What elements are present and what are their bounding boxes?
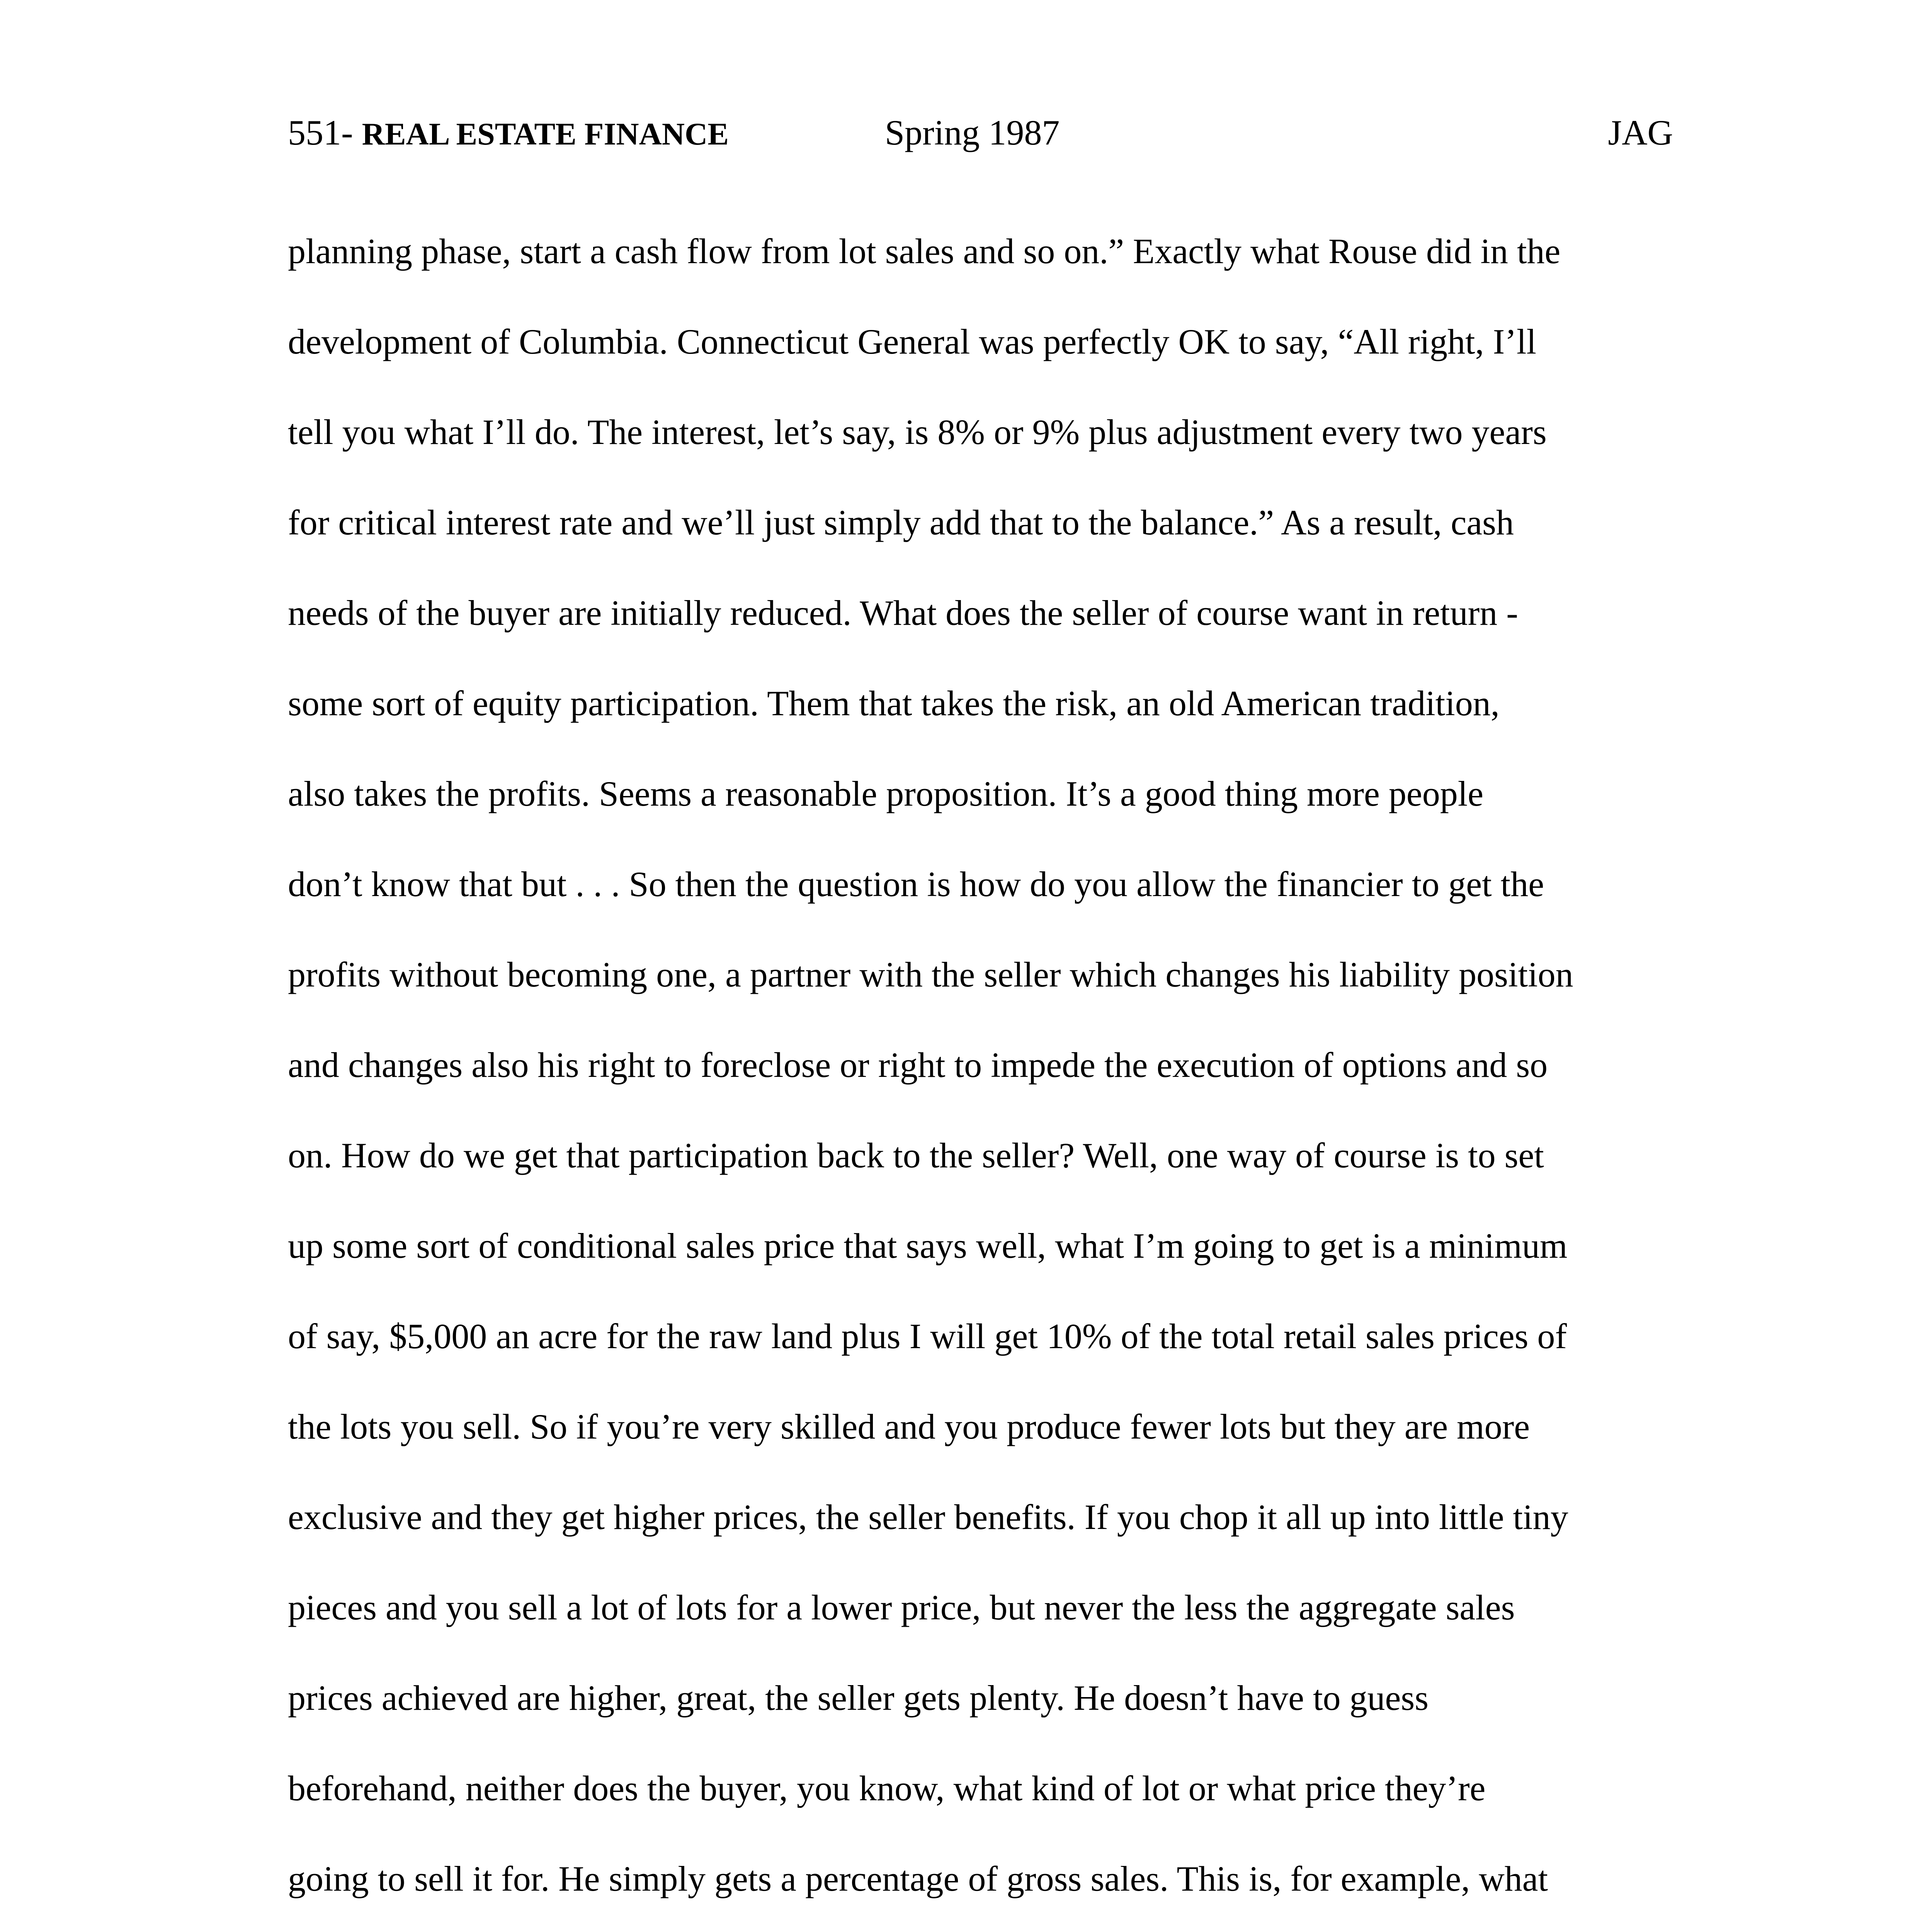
- page-header: [0, 112, 1932, 166]
- text-line: some sort of equity participation. Them that takes the risk, an old American tradition,: [288, 684, 1500, 723]
- text-line: prices achieved are higher, great, the seller gets plenty. He doesn’t have to guess: [288, 1678, 1429, 1718]
- text-line: needs of the buyer are initially reduced. What does the seller of course want in return -: [288, 593, 1518, 633]
- text-line: beforehand, neither does the buyer, you know, what kind of lot or what price they’re: [288, 1769, 1486, 1808]
- term-label: Spring 1987: [885, 113, 1060, 152]
- text-line: planning phase, start a cash flow from lot sales and so on.” Exactly what Rouse did in the: [288, 231, 1561, 271]
- author-initials: JAG: [1608, 113, 1673, 152]
- text-line: don’t know that but . . . So then the question is how do you allow the financier to get the: [288, 864, 1544, 904]
- text-line: pieces and you sell a lot of lots for a lower price, but never the less the aggregate sales: [288, 1588, 1515, 1627]
- text-line: development of Columbia. Connecticut General was perfectly OK to say, “All right, I’ll: [288, 322, 1537, 361]
- text-line: on. How do we get that participation back to the seller? Well, one way of course is to set: [288, 1136, 1544, 1175]
- text-line: the lots you sell. So if you’re very skilled and you produce fewer lots but they are more: [288, 1407, 1530, 1446]
- transcript-body: [288, 228, 1694, 1932]
- text-line: also takes the profits. Seems a reasonable proposition. It’s a good thing more people: [288, 774, 1484, 813]
- text-line: up some sort of conditional sales price that says well, what I’m going to get is a minimum: [288, 1226, 1568, 1265]
- course-number: 551-: [288, 113, 362, 152]
- text-line: going to sell it for. He simply gets a percentage of gross sales. This is, for example, what: [288, 1859, 1548, 1898]
- text-line: tell you what I’ll do. The interest, let’s say, is 8% or 9% plus adjustment every two years: [288, 412, 1547, 452]
- text-line: for critical interest rate and we’ll just simply add that to the balance.” As a result, cash: [288, 503, 1514, 542]
- text-line: of say, $5,000 an acre for the raw land plus I will get 10% of the total retail sales prices of: [288, 1316, 1567, 1356]
- text-line: exclusive and they get higher prices, the seller benefits. If you chop it all up into little tiny: [288, 1497, 1568, 1537]
- text-line: and changes also his right to foreclose or right to impede the execution of options and so: [288, 1045, 1548, 1085]
- course-label: [288, 112, 729, 153]
- text-line: profits without becoming one, a partner with the seller which changes his liability position: [288, 955, 1573, 994]
- course-title: REAL ESTATE FINANCE: [362, 116, 729, 151]
